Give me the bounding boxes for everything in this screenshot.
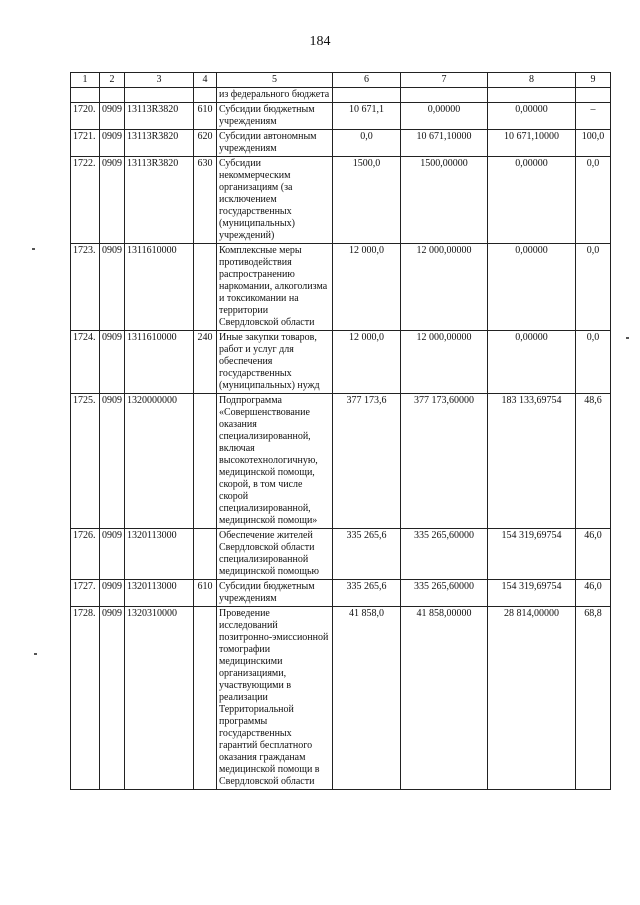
- executed-amount: 0,00000: [488, 103, 576, 130]
- scan-mark: [34, 653, 37, 655]
- section-code: 0909: [100, 103, 125, 130]
- expense-type-code: 240: [194, 331, 217, 394]
- table-row: [71, 607, 611, 790]
- table-row: [71, 130, 611, 157]
- execution-percent: 0,0: [576, 244, 611, 331]
- expense-type-code: [194, 244, 217, 331]
- table-row: [71, 529, 611, 580]
- target-code: 13113R3820: [125, 157, 194, 244]
- col-header: 9: [576, 73, 611, 88]
- header-row: [71, 73, 611, 88]
- executed-amount: 28 814,00000: [488, 607, 576, 790]
- item-name: Подпрограмма «Совершенствование оказания специализированной, включая высокотехнологичную, медицинской помощи, скорой, в том числе скорой специализированной, медицинской помощи»: [217, 394, 333, 529]
- approved-amount: 0,00000: [401, 103, 488, 130]
- col-header: 8: [488, 73, 576, 88]
- item-name: Субсидии бюджетным учреждениям: [217, 580, 333, 607]
- expense-type-code: 630: [194, 157, 217, 244]
- executed-amount: 154 319,69754: [488, 580, 576, 607]
- target-code: 13113R3820: [125, 103, 194, 130]
- approved-amount: 1500,00000: [401, 157, 488, 244]
- table-row: [71, 157, 611, 244]
- target-code: 1320310000: [125, 607, 194, 790]
- approved-amount: 335 265,60000: [401, 529, 488, 580]
- scan-mark: [626, 337, 629, 339]
- approved-amount: 377 173,60000: [401, 394, 488, 529]
- row-number: 1720.: [71, 103, 100, 130]
- expense-type-code: 610: [194, 580, 217, 607]
- expense-type-code: [194, 529, 217, 580]
- scan-mark: [32, 248, 35, 250]
- execution-percent: 48,6: [576, 394, 611, 529]
- col-header: 6: [333, 73, 401, 88]
- approved-amount: [401, 88, 488, 103]
- section-code: 0909: [100, 130, 125, 157]
- executed-amount: 0,00000: [488, 244, 576, 331]
- table-row: [71, 88, 611, 103]
- target-code: [125, 88, 194, 103]
- item-name: Субсидии автономным учреждениям: [217, 130, 333, 157]
- approved-amount: 12 000,00000: [401, 244, 488, 331]
- row-number: 1724.: [71, 331, 100, 394]
- planned-amount: 335 265,6: [333, 529, 401, 580]
- planned-amount: 335 265,6: [333, 580, 401, 607]
- executed-amount: 0,00000: [488, 331, 576, 394]
- planned-amount: 41 858,0: [333, 607, 401, 790]
- executed-amount: 0,00000: [488, 157, 576, 244]
- table-row: [71, 331, 611, 394]
- item-name: Комплексные меры противодействия распространению наркомании, алкоголизма и токсикомании на территории Свердловской области: [217, 244, 333, 331]
- target-code: 1320113000: [125, 580, 194, 607]
- col-header: 2: [100, 73, 125, 88]
- executed-amount: 183 133,69754: [488, 394, 576, 529]
- budget-table: [70, 72, 611, 790]
- item-name: Субсидии некоммерческим организациям (за исключением государственных (муниципальных) учреждений): [217, 157, 333, 244]
- expense-type-code: 610: [194, 103, 217, 130]
- row-number: [71, 88, 100, 103]
- section-code: 0909: [100, 580, 125, 607]
- execution-percent: [576, 88, 611, 103]
- row-number: 1721.: [71, 130, 100, 157]
- section-code: 0909: [100, 331, 125, 394]
- item-name: из федерального бюджета: [217, 88, 333, 103]
- table-row: [71, 103, 611, 130]
- item-name: Проведение исследований позитронно-эмиссионной томографии медицинскими организациями, участвующими в реализации Территориальной программы государственных гарантий бесплатного оказания гражданам медицинской помощи в Свердловской области: [217, 607, 333, 790]
- col-header: 4: [194, 73, 217, 88]
- target-code: 1320113000: [125, 529, 194, 580]
- section-code: 0909: [100, 607, 125, 790]
- execution-percent: 100,0: [576, 130, 611, 157]
- target-code: 13113R3820: [125, 130, 194, 157]
- target-code: 1311610000: [125, 244, 194, 331]
- row-number: 1726.: [71, 529, 100, 580]
- page-number: 184: [309, 34, 331, 49]
- row-number: 1725.: [71, 394, 100, 529]
- col-header: 3: [125, 73, 194, 88]
- executed-amount: 10 671,10000: [488, 130, 576, 157]
- executed-amount: 154 319,69754: [488, 529, 576, 580]
- executed-amount: [488, 88, 576, 103]
- execution-percent: 0,0: [576, 157, 611, 244]
- item-name: Обеспечение жителей Свердловской области специализированной медицинской помощью: [217, 529, 333, 580]
- planned-amount: 1500,0: [333, 157, 401, 244]
- expense-type-code: [194, 607, 217, 790]
- execution-percent: 46,0: [576, 529, 611, 580]
- target-code: 1320000000: [125, 394, 194, 529]
- col-header: 1: [71, 73, 100, 88]
- section-code: [100, 88, 125, 103]
- approved-amount: 335 265,60000: [401, 580, 488, 607]
- item-name: Субсидии бюджетным учреждениям: [217, 103, 333, 130]
- planned-amount: 377 173,6: [333, 394, 401, 529]
- section-code: 0909: [100, 394, 125, 529]
- section-code: 0909: [100, 244, 125, 331]
- execution-percent: –: [576, 103, 611, 130]
- approved-amount: 41 858,00000: [401, 607, 488, 790]
- row-number: 1727.: [71, 580, 100, 607]
- execution-percent: 0,0: [576, 331, 611, 394]
- row-number: 1722.: [71, 157, 100, 244]
- table-row: [71, 394, 611, 529]
- expense-type-code: [194, 394, 217, 529]
- planned-amount: 12 000,0: [333, 331, 401, 394]
- item-name: Иные закупки товаров, работ и услуг для обеспечения государственных (муниципальных) нужд: [217, 331, 333, 394]
- expense-type-code: 620: [194, 130, 217, 157]
- planned-amount: [333, 88, 401, 103]
- table-row: [71, 244, 611, 331]
- section-code: 0909: [100, 529, 125, 580]
- approved-amount: 12 000,00000: [401, 331, 488, 394]
- execution-percent: 46,0: [576, 580, 611, 607]
- table-row: [71, 580, 611, 607]
- expense-type-code: [194, 88, 217, 103]
- row-number: 1728.: [71, 607, 100, 790]
- col-header: 5: [217, 73, 333, 88]
- planned-amount: 0,0: [333, 130, 401, 157]
- section-code: 0909: [100, 157, 125, 244]
- execution-percent: 68,8: [576, 607, 611, 790]
- approved-amount: 10 671,10000: [401, 130, 488, 157]
- row-number: 1723.: [71, 244, 100, 331]
- target-code: 1311610000: [125, 331, 194, 394]
- col-header: 7: [401, 73, 488, 88]
- planned-amount: 10 671,1: [333, 103, 401, 130]
- planned-amount: 12 000,0: [333, 244, 401, 331]
